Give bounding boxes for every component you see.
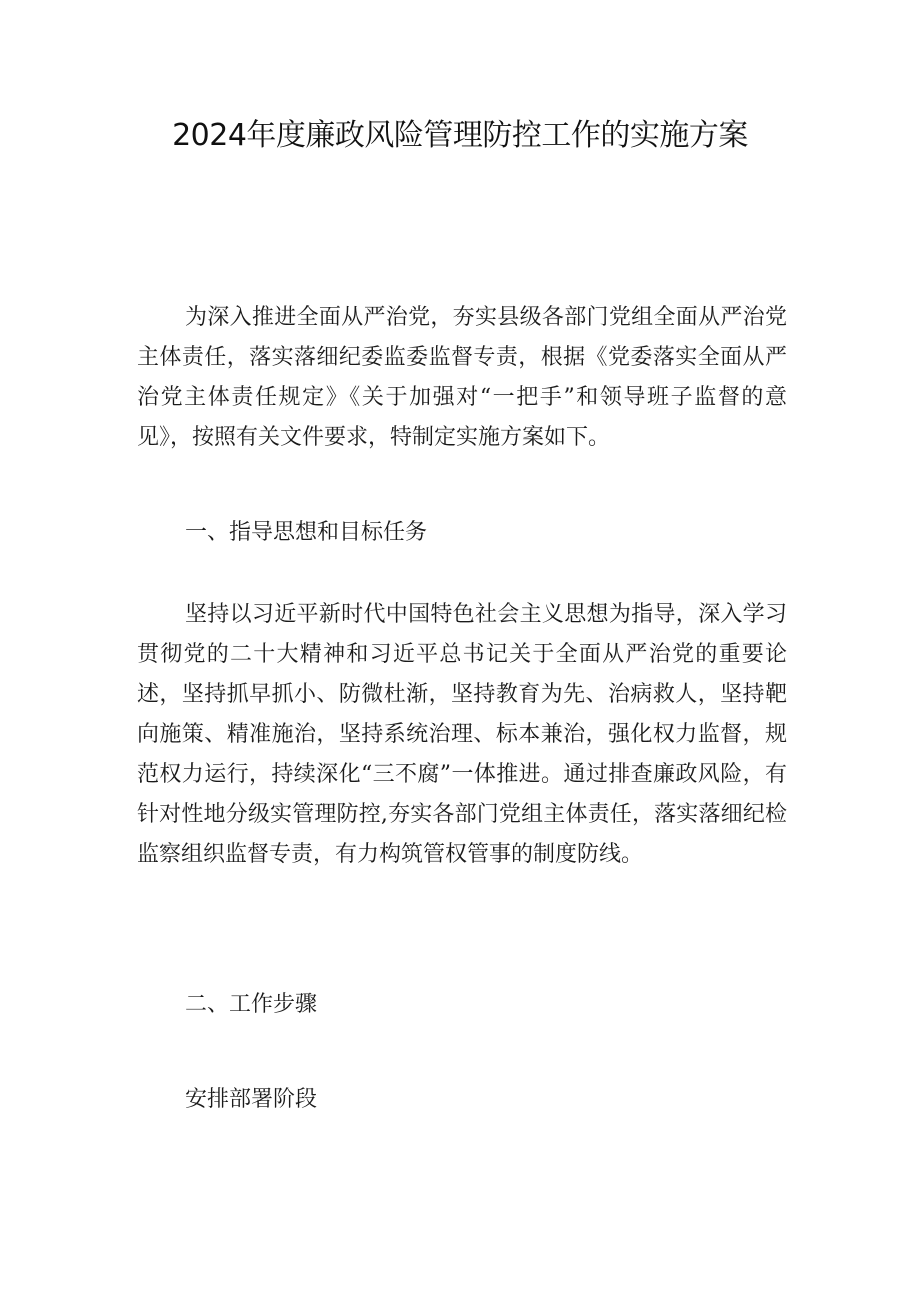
subsection-heading-deployment-stage: 安排部署阶段 [185,1087,318,1112]
section-heading-guiding-ideology: 一、指导思想和目标任务 [185,520,428,545]
intro-paragraph: 为深入推进全面从严治党，夯实县级各部门党组全面从严治党主体责任，落实落细纪委监委监督专责，根据《党委落实全面从严治党主体责任规定》《关于加强对“一把手”和领导班子监督的意见》，按照有关文件要求，特制定实施方案如下。 [137,305,787,450]
document-title: 2024年度廉政风险管理防控工作的实施方案 [172,118,748,153]
section-heading-work-steps: 二、工作步骤 [185,992,318,1017]
guiding-ideology-paragraph: 坚持以习近平新时代中国特色社会主义思想为指导，深入学习贯彻党的二十大精神和习近平总书记关于全面从严治党的重要论述，坚持抓早抓小、防微杜渐，坚持教育为先、治病救人，坚持靶向施策、精准施治，坚持系统治理、标本兼治，强化权力监督，规范权力运行，持续深化“三不腐”一体推进。通过排查廉政风险，有针对性地分级实管理防控,夯实各部门党组主体责任，落实落细纪检监察组织监督专责，有力构筑管权管事的制度防线。 [137,602,787,867]
